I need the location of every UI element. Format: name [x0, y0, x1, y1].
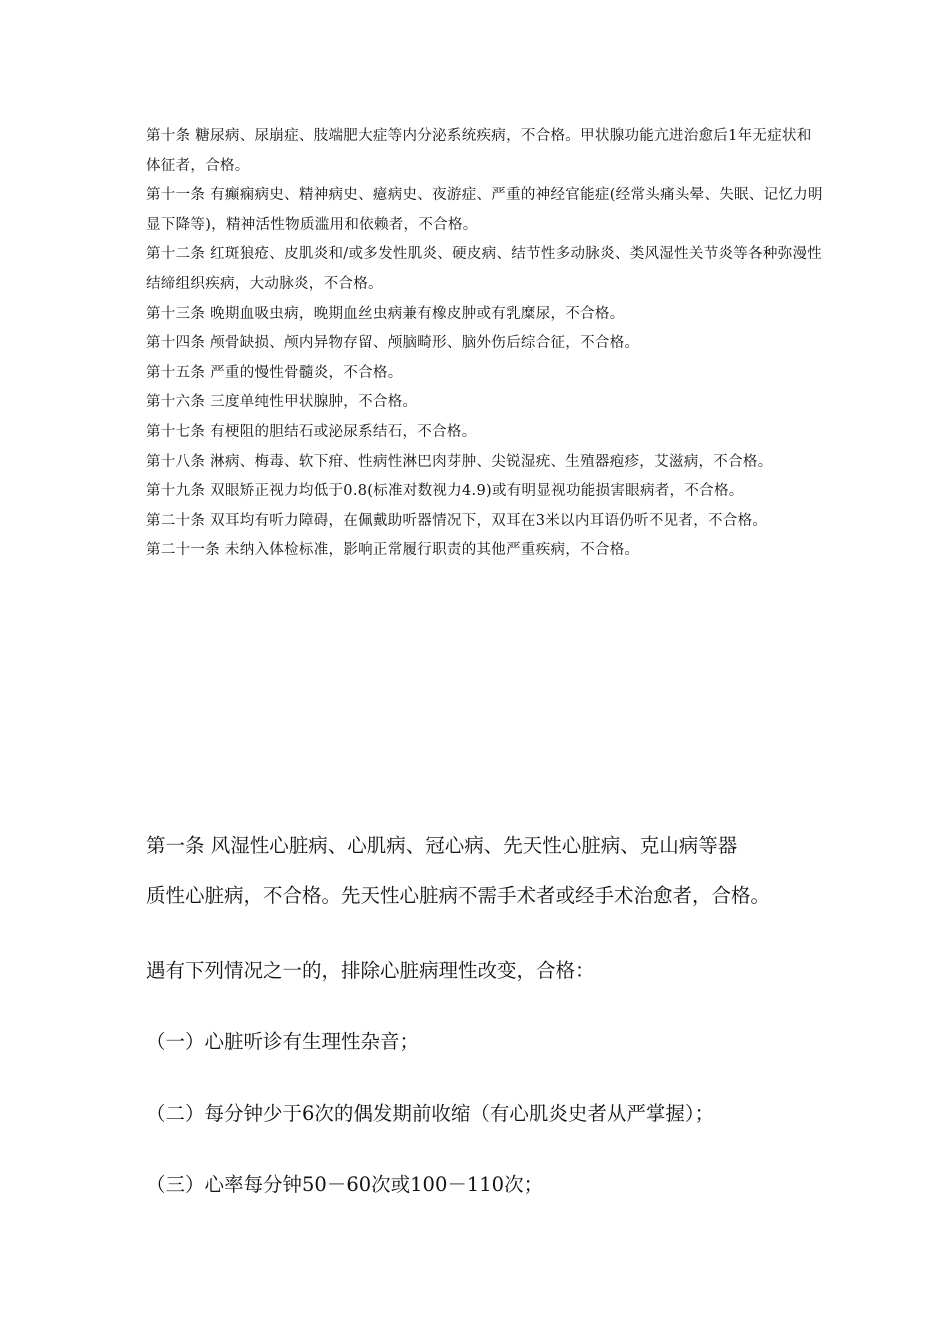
- article-12: 第十二条 红斑狼疮、皮肌炎和/或多发性肌炎、硬皮病、结节性多动脉炎、类风湿性关节炎等各种弥漫性结缔组织疾病，大动脉炎，不合格。: [146, 246, 823, 292]
- exception-item-2: （二）每分钟少于6次的偶发期前收缩（有心肌炎史者从严掌握）；: [146, 1102, 715, 1125]
- article-14: 第十四条 颅骨缺损、颅内异物存留、颅脑畸形、脑外伤后综合征，不合格。: [146, 335, 640, 352]
- article-16: 第十六条 三度单纯性甲状腺肿，不合格。: [146, 394, 418, 411]
- regulation-articles-section: [146, 122, 826, 566]
- exception-intro: 遇有下列情况之一的，排除心脏病理性改变，合格：: [146, 959, 595, 982]
- article-17: 第十七条 有梗阻的胆结石或泌尿系结石，不合格。: [146, 423, 477, 440]
- article-18: 第十八条 淋病、梅毒、软下疳、性病性淋巴肉芽肿、尖锐湿疣、生殖器疱疹，艾滋病，不合格。: [146, 453, 773, 470]
- exception-item-1: （一）心脏听诊有生理性杂音；: [146, 1030, 420, 1053]
- article-1-line-1: 第一条 风湿性心脏病、心肌病、冠心病、先天性心脏病、克山病等器: [146, 834, 738, 857]
- article-13: 第十三条 晚期血吸虫病，晚期血丝虫病兼有橡皮肿或有乳糜尿，不合格。: [146, 305, 625, 322]
- exception-item-3: （三）心率每分钟50－60次或100－110次；: [146, 1173, 544, 1196]
- article-10: 第十条 糖尿病、尿崩症、肢端肥大症等内分泌系统疾病，不合格。甲状腺功能亢进治愈后1年无症状和体征者，合格。: [146, 128, 812, 174]
- article-20: 第二十条 双耳均有听力障碍，在佩戴助听器情况下，双耳在3米以内耳语仍听不见者，不合格。: [146, 512, 768, 529]
- article-15: 第十五条 严重的慢性骨髓炎，不合格。: [146, 364, 403, 381]
- article-21: 第二十一条 未纳入体检标准，影响正常履行职责的其他严重疾病，不合格。: [146, 542, 640, 559]
- article-11: 第十一条 有癫痫病史、精神病史、癔病史、夜游症、严重的神经官能症(经常头痛头晕、失眠、记忆力明显下降等)，精神活性物质滥用和依赖者，不合格。: [146, 187, 823, 233]
- article-1-line-2: 质性心脏病，不合格。先天性心脏病不需手术者或经手术治愈者，合格。: [146, 884, 771, 907]
- article-19: 第十九条 双眼矫正视力均低于0.8(标准对数视力4.9)或有明显视功能损害眼病者，不合格。: [146, 483, 744, 500]
